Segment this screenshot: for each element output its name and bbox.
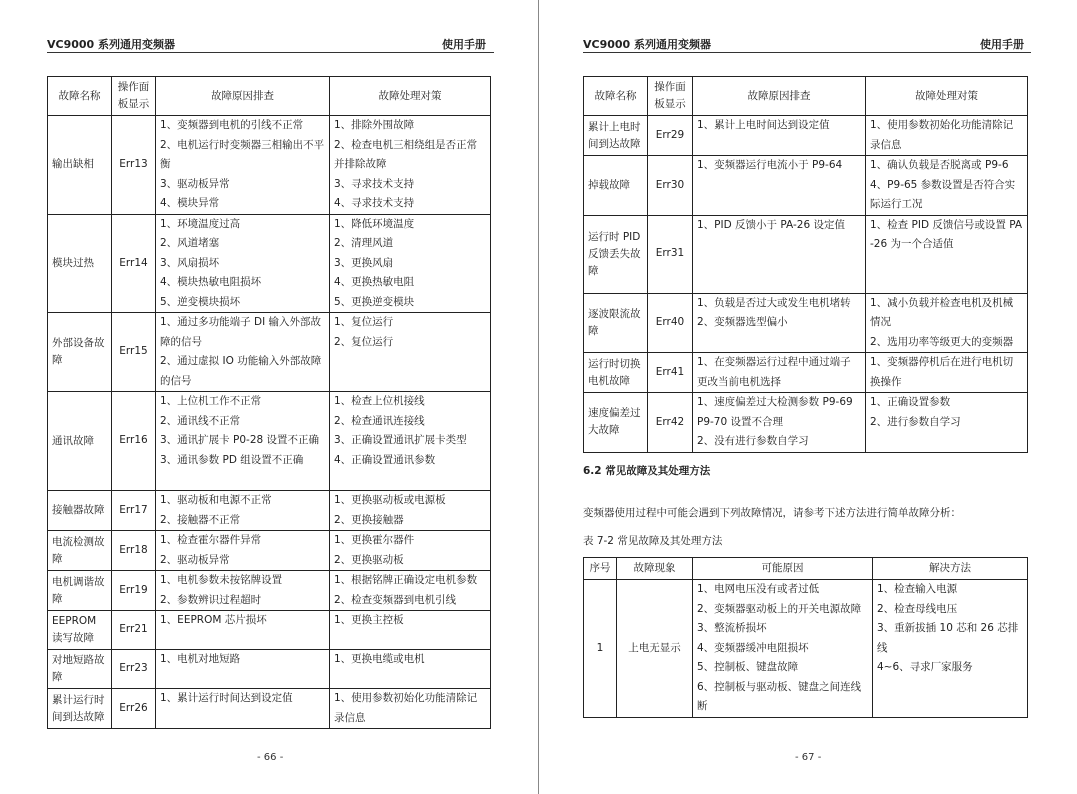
fault-code-cell: Err18 <box>112 531 156 571</box>
list-line: 2、检查电机三相绕组是否正常并排除故障 <box>334 138 478 170</box>
fault-name-cell: 逐波限流故障 <box>584 293 648 353</box>
list-line: 1、电网电压没有或者过低 <box>697 583 820 595</box>
fault-name-cell: 电机调谐故障 <box>48 571 112 611</box>
list-line: 2、没有进行参数自学习 <box>697 435 809 447</box>
causes-cell <box>156 392 330 491</box>
fault-name-cell: 对地短路故障 <box>48 650 112 689</box>
list-line: 3、通讯参数 PD 组设置不正确 <box>160 453 304 466</box>
list-line: 4、模块热敏电阻损坏 <box>160 276 262 288</box>
list-line: 3、正确设置通讯扩展卡类型 <box>334 434 467 446</box>
header-rule <box>47 52 494 53</box>
fault-code-cell: Err19 <box>112 571 156 611</box>
table-row <box>48 689 491 729</box>
actions-cell <box>330 611 491 650</box>
fault-code-cell: Err42 <box>648 393 693 453</box>
table-row <box>48 116 491 215</box>
fault-code-cell: 上电无显示 <box>617 580 693 718</box>
table-row <box>48 491 491 531</box>
actions-cell <box>330 214 491 313</box>
table-row <box>48 571 491 611</box>
list-line: 1、变频器运行电流小于 P9-64 <box>697 159 843 171</box>
causes-cell <box>156 571 330 611</box>
actions-cell <box>866 156 1028 216</box>
column-header: 故障处理对策 <box>866 77 1028 116</box>
list-line: 1、检查 PID 反馈信号或设置 PA-26 为一个合适值 <box>870 218 1023 250</box>
actions-cell <box>866 353 1028 393</box>
column-header: 可能原因 <box>693 558 873 580</box>
list-line: 4~6、寻求厂家服务 <box>877 661 973 673</box>
list-line: 3、重新拔插 10 芯和 26 芯排线 <box>877 622 1019 654</box>
common-fault-table <box>583 557 1028 718</box>
column-header: 故障处理对策 <box>330 77 491 116</box>
fault-name-cell: 累计上电时间到达故障 <box>584 116 648 156</box>
list-line: 1、复位运行 <box>334 316 394 328</box>
column-header: 故障原因排查 <box>693 77 866 116</box>
actions-cell <box>330 571 491 611</box>
fault-code-cell: Err16 <box>112 392 156 491</box>
list-line: 2、变频器驱动板上的开关电源故障 <box>697 602 862 615</box>
fault-name-cell: EEPROM 读写故障 <box>48 611 112 650</box>
list-line: 1、驱动板和电源不正常 <box>160 494 272 506</box>
causes-cell <box>156 650 330 689</box>
list-line: 3、驱动板异常 <box>160 177 230 190</box>
fault-name-cell: 运行时 PID 反馈丢失故障 <box>584 215 648 293</box>
fault-name-cell: 通讯故障 <box>48 392 112 491</box>
list-line: 6、控制板与驱动板、键盘之间连线断 <box>697 680 862 712</box>
list-line: 4、正确设置通讯参数 <box>334 453 436 466</box>
fault-name-cell: 外部设备故障 <box>48 313 112 392</box>
fault-code-cell: Err17 <box>112 491 156 531</box>
fault-code-cell: Err23 <box>112 650 156 689</box>
table-header <box>584 77 1028 116</box>
list-line: 2、检查通讯连接线 <box>334 414 425 427</box>
fault-name-cell: 速度偏差过大故障 <box>584 393 648 453</box>
list-line: 2、更换驱动板 <box>334 553 404 566</box>
list-line: 4、变频器缓冲电阻损坏 <box>697 641 809 654</box>
list-line: 1、累计上电时间达到设定值 <box>697 119 830 131</box>
list-line: 1、通过多功能端子 DI 输入外部故障的信号 <box>160 316 322 348</box>
header-manual: 使用手册 <box>980 38 1024 51</box>
column-header: 操作面板显示 <box>648 77 693 116</box>
list-line: 1、检查霍尔器件异常 <box>160 534 262 546</box>
page-divider <box>538 0 539 794</box>
table-header <box>584 558 1028 580</box>
actions-cell <box>873 580 1028 718</box>
list-line: 5、控制板、键盘故障 <box>697 661 799 673</box>
causes-cell <box>156 491 330 531</box>
list-line: 1、更换主控板 <box>334 614 404 626</box>
fault-code-cell: Err13 <box>112 116 156 215</box>
list-line: 2、检查变频器到电机引线 <box>334 593 457 606</box>
list-line: 5、更换逆变模块 <box>334 295 415 308</box>
table-row <box>584 116 1028 156</box>
actions-cell <box>330 531 491 571</box>
causes-cell <box>693 580 873 718</box>
fault-code-cell: Err40 <box>648 293 693 353</box>
actions-cell <box>866 293 1028 353</box>
list-line: 1、降低环境温度 <box>334 217 415 230</box>
list-line: 1、变频器到电机的引线不正常 <box>160 119 304 131</box>
table-caption: 表 7-2 常见故障及其处理方法 <box>583 535 723 547</box>
causes-cell <box>156 214 330 313</box>
list-line: 1、更换霍尔器件 <box>334 534 415 546</box>
actions-cell <box>330 392 491 491</box>
list-line: 1、更换驱动板或电源板 <box>334 494 446 506</box>
list-line: 3、更换风扇 <box>334 256 394 269</box>
fault-name-cell: 1 <box>584 580 617 718</box>
list-line: 1、累计运行时间达到设定值 <box>160 692 293 704</box>
list-line: 1、在变频器运行过程中通过端子更改当前电机选择 <box>697 356 851 388</box>
list-line: 3、寻求技术支持 <box>334 177 415 190</box>
causes-cell <box>156 611 330 650</box>
fault-name-cell: 电流检测故障 <box>48 531 112 571</box>
table-row <box>584 156 1028 216</box>
actions-cell <box>330 491 491 531</box>
list-line: 2、通讯线不正常 <box>160 414 241 427</box>
list-line: 1、根据铭牌正确设定电机参数 <box>334 574 478 586</box>
list-line: 2、变频器选型偏小 <box>697 316 788 328</box>
list-line: 2、驱动板异常 <box>160 553 230 566</box>
list-line: 1、负载是否过大或发生电机堵转 <box>697 296 851 309</box>
page-number: - 67 - <box>795 752 822 763</box>
list-line: 2、电机运行时变频器三相输出不平衡 <box>160 138 325 170</box>
fault-code-cell: Err15 <box>112 313 156 392</box>
list-line: 1、上位机工作不正常 <box>160 395 262 407</box>
fault-code-cell: Err26 <box>112 689 156 729</box>
causes-cell <box>693 353 866 393</box>
causes-cell <box>156 313 330 392</box>
list-line: 4、寻求技术支持 <box>334 197 415 209</box>
actions-cell <box>866 116 1028 156</box>
list-line: 1、EEPROM 芯片损坏 <box>160 614 267 626</box>
actions-cell <box>866 393 1028 453</box>
fault-code-cell: Err31 <box>648 215 693 293</box>
table-row <box>584 353 1028 393</box>
list-line: 4、模块异常 <box>160 197 220 209</box>
list-line: 1、更换电缆或电机 <box>334 653 425 665</box>
list-line: 1、检查输入电源 <box>877 583 958 595</box>
list-line: 2、更换接触器 <box>334 513 404 526</box>
list-line: 1、PID 反馈小于 PA-26 设定值 <box>697 218 845 231</box>
fault-table-right <box>583 76 1028 453</box>
actions-cell <box>866 215 1028 293</box>
list-line: 1、电机参数未按铭牌设置 <box>160 574 283 586</box>
list-line: 1、确认负载是否脱离或 P9-64、P9-65 参数设置是否符合实际运行工况 <box>870 159 1016 210</box>
list-line: 1、速度偏差过大检测参数 P9-69 P9-70 设置不合理 <box>697 396 853 428</box>
column-header: 故障名称 <box>584 77 648 116</box>
list-line: 1、正确设置参数 <box>870 396 951 408</box>
page-number: - 66 - <box>257 752 284 763</box>
fault-code-cell: Err21 <box>112 611 156 650</box>
table-row <box>584 580 1028 718</box>
column-header: 解决方法 <box>873 558 1028 580</box>
list-line: 2、选用功率等级更大的变频器 <box>870 335 1014 348</box>
table-row <box>48 392 491 491</box>
list-line: 1、变频器停机后在进行电机切换操作 <box>870 356 1014 388</box>
fault-name-cell: 掉载故障 <box>584 156 648 216</box>
fault-code-cell: Err29 <box>648 116 693 156</box>
header-manual: 使用手册 <box>442 38 486 51</box>
column-header: 故障原因排查 <box>156 77 330 116</box>
actions-cell <box>330 313 491 392</box>
list-line: 2、风道堵塞 <box>160 237 220 249</box>
actions-cell <box>330 116 491 215</box>
table-row <box>48 611 491 650</box>
header-title: VC9000 系列通用变频器 <box>47 38 176 51</box>
list-line: 1、减小负载并检查电机及机械情况 <box>870 296 1014 328</box>
causes-cell <box>156 531 330 571</box>
list-line: 3、风扇损坏 <box>160 256 220 269</box>
list-line: 5、逆变模块损坏 <box>160 295 241 308</box>
fault-name-cell: 模块过热 <box>48 214 112 313</box>
causes-cell <box>693 293 866 353</box>
list-line: 1、使用参数初始化功能清除记录信息 <box>334 692 478 724</box>
list-line: 1、电机对地短路 <box>160 653 241 665</box>
fault-code-cell: Err14 <box>112 214 156 313</box>
list-line: 4、更换热敏电阻 <box>334 276 415 288</box>
list-line: 3、整流桥损坏 <box>697 622 767 634</box>
list-line: 2、接触器不正常 <box>160 513 241 526</box>
column-header: 序号 <box>584 558 617 580</box>
causes-cell <box>693 116 866 156</box>
table-row <box>48 531 491 571</box>
causes-cell <box>156 689 330 729</box>
section-title: 6.2 常见故障及其处理方法 <box>583 465 711 477</box>
causes-cell <box>693 215 866 293</box>
list-line: 1、排除外围故障 <box>334 119 415 131</box>
fault-name-cell: 接触器故障 <box>48 491 112 531</box>
list-line: 2、进行参数自学习 <box>870 415 961 428</box>
list-line: 2、参数辨识过程超时 <box>160 593 262 606</box>
list-line: 2、清理风道 <box>334 237 394 249</box>
intro-paragraph: 变频器使用过程中可能会遇到下列故障情况，请参考下述方法进行简单故障分析： <box>583 507 961 519</box>
column-header: 操作面板显示 <box>112 77 156 116</box>
table-row <box>584 393 1028 453</box>
column-header: 故障现象 <box>617 558 693 580</box>
list-line: 2、检查母线电压 <box>877 602 958 615</box>
header-title: VC9000 系列通用变频器 <box>583 38 712 51</box>
list-line: 2、通过虚拟 IO 功能输入外部故障的信号 <box>160 355 322 387</box>
fault-name-cell: 累计运行时间到达故障 <box>48 689 112 729</box>
fault-table-left <box>47 76 491 729</box>
table-row <box>48 313 491 392</box>
list-line: 1、使用参数初始化功能清除记录信息 <box>870 119 1014 151</box>
list-line: 1、检查上位机接线 <box>334 395 425 407</box>
fault-code-cell: Err30 <box>648 156 693 216</box>
table-row <box>584 215 1028 293</box>
table-row <box>48 650 491 689</box>
causes-cell <box>156 116 330 215</box>
causes-cell <box>693 393 866 453</box>
actions-cell <box>330 650 491 689</box>
fault-code-cell: Err41 <box>648 353 693 393</box>
header-rule <box>583 52 1031 53</box>
table-header <box>48 77 491 116</box>
actions-cell <box>330 689 491 729</box>
table-row <box>584 293 1028 353</box>
fault-name-cell: 输出缺相 <box>48 116 112 215</box>
list-line: 3、通讯扩展卡 P0-28 设置不正确 <box>160 434 320 446</box>
causes-cell <box>693 156 866 216</box>
fault-name-cell: 运行时切换电机故障 <box>584 353 648 393</box>
column-header: 故障名称 <box>48 77 112 116</box>
list-line: 1、环境温度过高 <box>160 217 241 230</box>
table-row <box>48 214 491 313</box>
list-line: 2、复位运行 <box>334 335 394 348</box>
